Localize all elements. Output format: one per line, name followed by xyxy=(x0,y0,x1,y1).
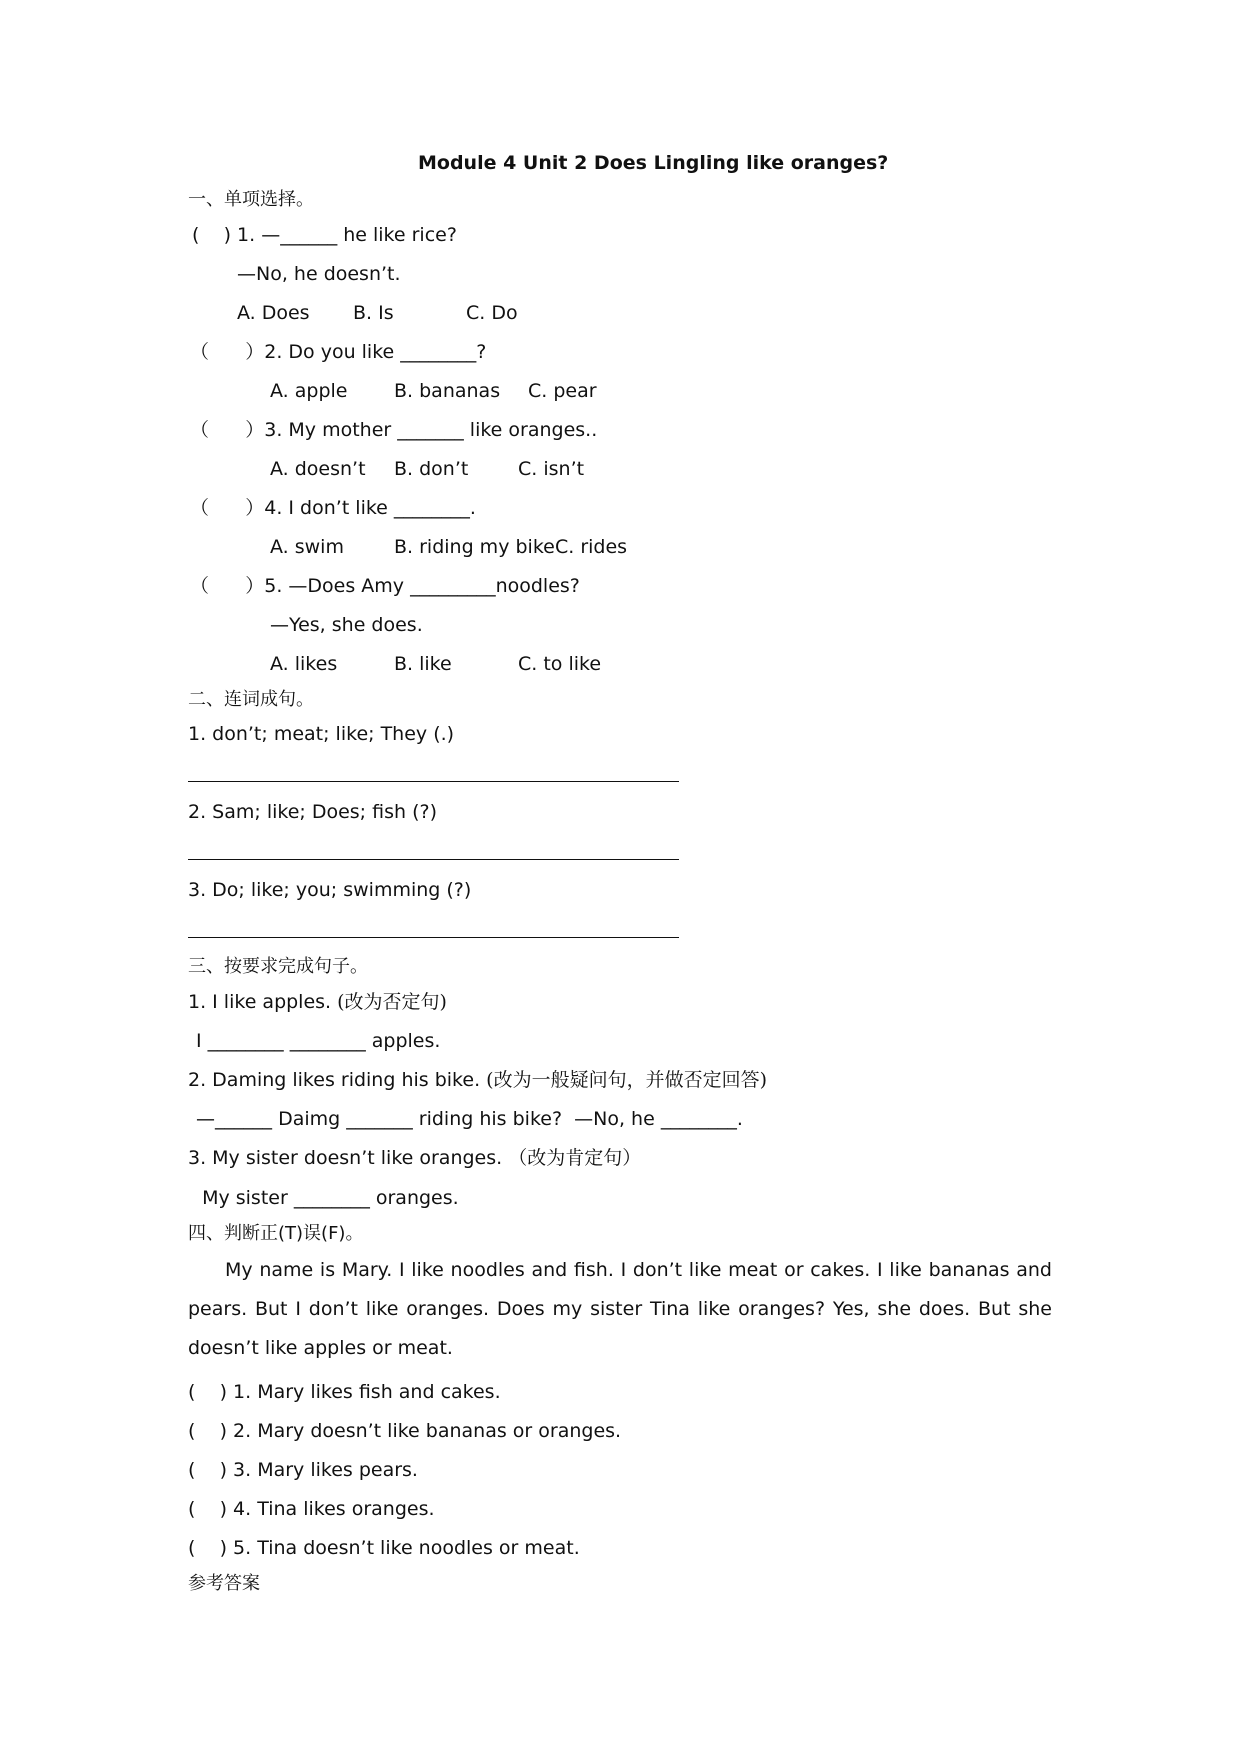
q1-option-a: A. Does xyxy=(237,302,310,324)
reorder-item-2: 2. Sam; like; Does; fish (?) xyxy=(188,801,437,823)
q2-option-a: A. apple xyxy=(270,380,348,402)
q3-option-c: C. isn’t xyxy=(518,458,585,480)
q3-option-b: B. don’t xyxy=(394,458,469,480)
q2-option-c: C. pear xyxy=(528,380,597,402)
statement-5: ( ) 5. Tina doesn’t like noodles or meat. xyxy=(188,1537,580,1559)
transform-2-answer: —______ Daimg _______ riding his bike? —No, he ________. xyxy=(190,1108,743,1130)
section-3-heading: 三、按要求完成句子。 xyxy=(188,956,368,977)
transform-2-prompt: 2. Daming likes riding his bike. xyxy=(188,1069,487,1091)
q1-option-c: C. Do xyxy=(466,302,518,324)
q1-option-b: B. Is xyxy=(353,302,394,324)
answer-line-3 xyxy=(188,937,679,938)
q4-option-c: C. rides xyxy=(555,536,628,558)
transform-3-instruction: （改为肯定句） xyxy=(508,1147,642,1169)
transform-1-instruction: (改为否定句) xyxy=(337,991,447,1013)
section-4-heading-prefix: 四、判断正 xyxy=(188,1223,278,1244)
reorder-item-3: 3. Do; like; you; swimming (?) xyxy=(188,879,472,901)
q4-stem: （ ）4. I don’t like ________. xyxy=(190,497,476,519)
transform-2-instruction: (改为一般疑问句，并做否定回答) xyxy=(486,1069,767,1091)
q1-stem: ( ) 1. —______ he like rice? xyxy=(192,224,457,246)
q5-option-a: A. likes xyxy=(270,653,338,675)
q3-stem: （ ）3. My mother _______ like oranges.. xyxy=(190,419,598,441)
transform-2 xyxy=(188,1068,767,1092)
section-2-heading: 二、连词成句。 xyxy=(188,689,314,710)
section-4-heading-t: (T) xyxy=(278,1223,304,1244)
q5-reply: —Yes, she does. xyxy=(270,614,423,636)
page-title: Module 4 Unit 2 Does Lingling like oranges? xyxy=(418,152,889,174)
q2-stem: （ ）2. Do you like ________? xyxy=(190,341,487,363)
transform-1 xyxy=(188,990,447,1014)
reorder-item-1: 1. don’t; meat; like; They (.) xyxy=(188,723,455,745)
section-4-heading-end: 。 xyxy=(345,1223,364,1244)
q4-option-a: A. swim xyxy=(270,536,344,558)
section-4-heading xyxy=(188,1222,363,1246)
statement-4: ( ) 4. Tina likes oranges. xyxy=(188,1498,435,1520)
answers-heading: 参考答案 xyxy=(188,1573,260,1594)
section-4-heading-f: (F) xyxy=(321,1223,346,1244)
answer-line-2 xyxy=(188,859,679,860)
statement-1: ( ) 1. Mary likes fish and cakes. xyxy=(188,1381,501,1403)
q5-option-b: B. like xyxy=(394,653,452,675)
transform-3-prompt: 3. My sister doesn’t like oranges. xyxy=(188,1147,509,1169)
transform-1-answer: I ________ ________ apples. xyxy=(190,1030,441,1052)
reading-passage: My name is Mary. I like noodles and fish. I don’t like meat or cakes. I like bananas and pears. But I don’t like oranges. Does my sister Tina like oranges? Yes, she does. But she doesn’t like apples or meat. xyxy=(188,1259,1052,1359)
statement-3: ( ) 3. Mary likes pears. xyxy=(188,1459,418,1481)
statement-2: ( ) 2. Mary doesn’t like bananas or oranges. xyxy=(188,1420,622,1442)
transform-3 xyxy=(188,1146,641,1170)
section-1-heading: 一、单项选择。 xyxy=(188,189,314,210)
q3-option-a: A. doesn’t xyxy=(270,458,366,480)
q5-stem: （ ）5. —Does Amy _________noodles? xyxy=(190,575,580,597)
section-4-heading-mid: 误 xyxy=(303,1223,322,1244)
answer-line-1 xyxy=(188,781,679,782)
transform-1-prompt: 1. I like apples. xyxy=(188,991,338,1013)
transform-3-answer: My sister ________ oranges. xyxy=(190,1187,459,1209)
q5-option-c: C. to like xyxy=(518,653,602,675)
q4-option-b: B. riding my bike xyxy=(394,536,555,558)
q1-reply: —No, he doesn’t. xyxy=(237,263,401,285)
q2-option-b: B. bananas xyxy=(394,380,501,402)
